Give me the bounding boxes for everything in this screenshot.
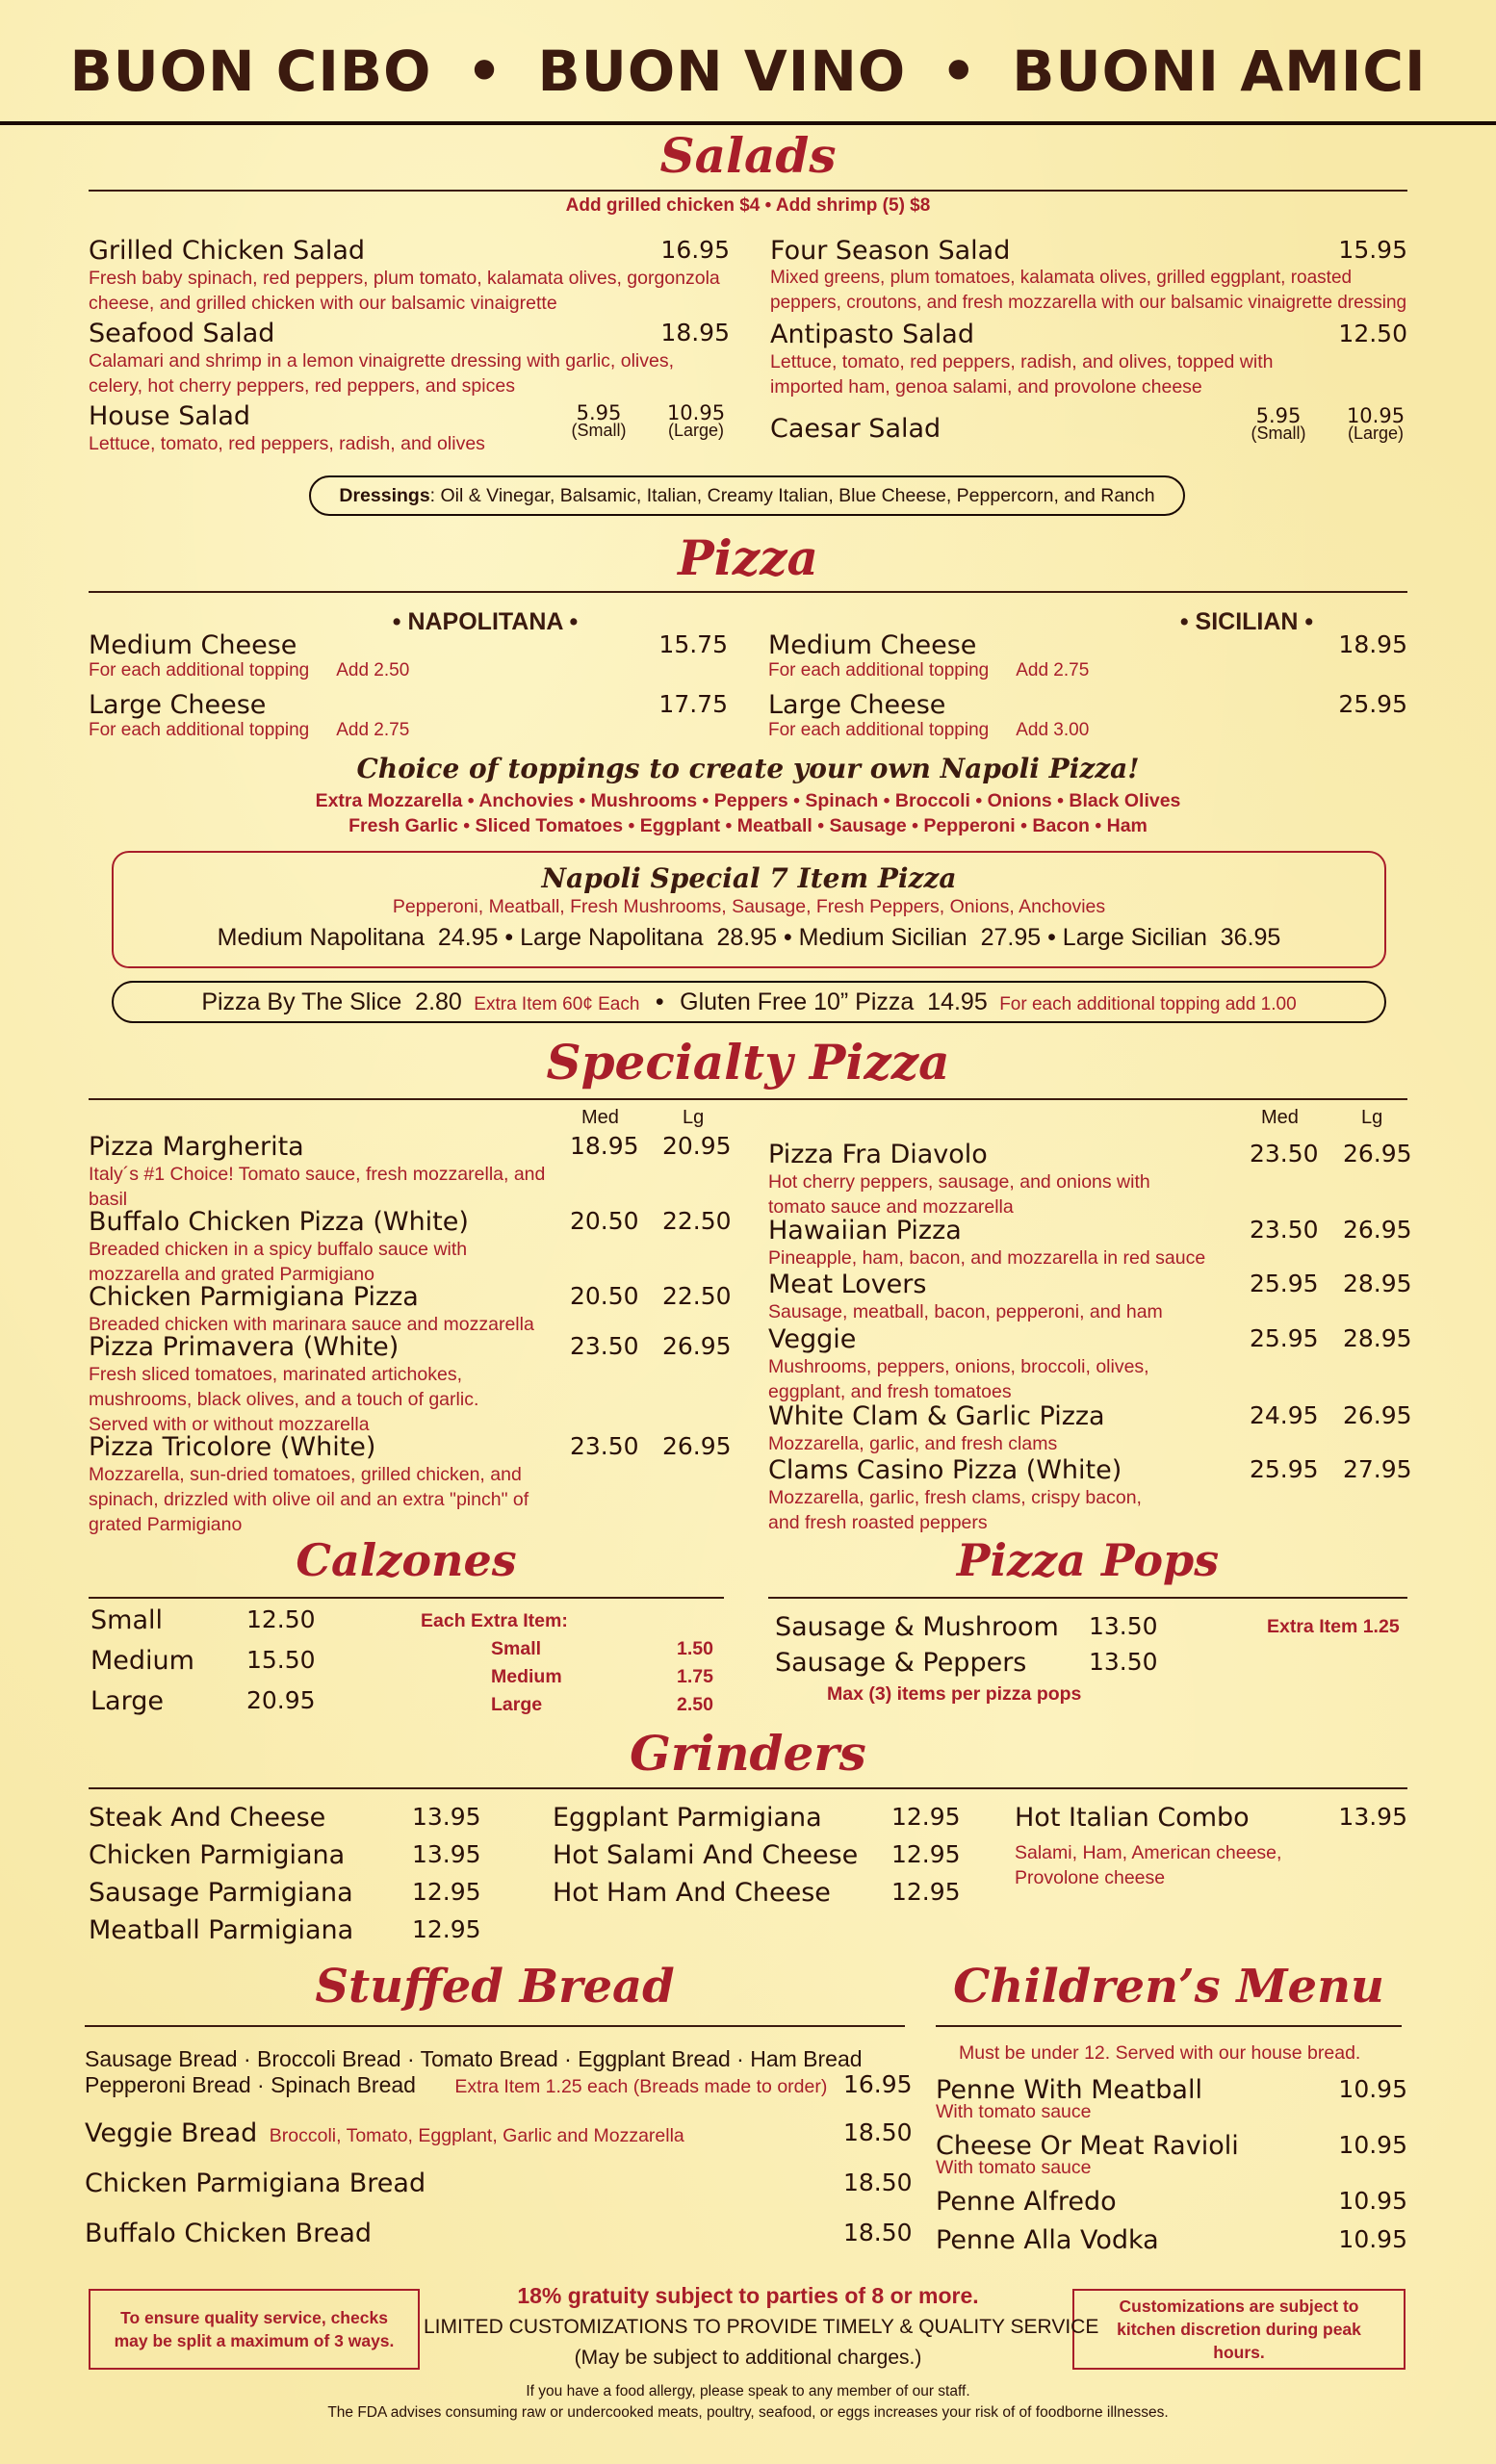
item-price: 10.95: [1338, 2225, 1407, 2253]
menu-item: [936, 2187, 1407, 2225]
extra-size: Large: [491, 1694, 543, 1715]
menu-item: [85, 2169, 913, 2219]
item-name: Hot Ham And Cheese: [553, 1878, 831, 1908]
item-name: Clams Casino Pizza (White): [768, 1455, 1122, 1485]
item-price: 13.95: [412, 1840, 481, 1868]
specialty-rule: [89, 1098, 1407, 1100]
stuffed-bread-list: [85, 2046, 913, 2269]
item-description: Mozzarella, garlic, and fresh clams: [768, 1433, 1058, 1454]
grinders-title: Grinders: [630, 1725, 866, 1782]
item-price: 18.95: [660, 319, 730, 346]
banner-word-2: BUON VINO: [537, 38, 907, 104]
topping-note: For each additional topping: [89, 660, 310, 680]
childrens-note: Must be under 12. Served with our house bread.: [959, 2042, 1361, 2064]
lg-header: Lg: [683, 1107, 705, 1128]
menu-item: [553, 1878, 961, 1915]
extra-price: 2.50: [677, 1694, 713, 1715]
restaurant-banner: [0, 38, 1496, 104]
item-name: Large Cheese: [89, 690, 267, 720]
item-name: White Clam & Garlic Pizza: [768, 1401, 1105, 1431]
pizza-pops-title: Pizza Pops: [956, 1534, 1220, 1586]
extra-row: [421, 1666, 729, 1694]
item-price: 12.95: [412, 1915, 481, 1943]
menu-item: [85, 2118, 913, 2169]
extra-size: Medium: [491, 1666, 562, 1687]
med-header: Med: [581, 1107, 619, 1128]
size-label: (Small): [1251, 424, 1306, 443]
item-description: Hot cherry peppers, sausage, and onions with tomato sauce and mozzarella: [768, 1171, 1150, 1218]
menu-item: [770, 320, 1407, 410]
menu-item: [89, 1803, 481, 1840]
item-description: Salami, Ham, American cheese, Provolone cheese: [1015, 1842, 1282, 1888]
pops-extra: Extra Item 1.25: [1267, 1616, 1400, 1637]
item-price: 15.95: [1338, 236, 1407, 264]
bread-list-line-1: Sausage Bread · Broccoli Bread · Tomato Bread · Eggplant Bread · Ham Bread: [85, 2046, 863, 2071]
lg-price: 28.95: [1343, 1270, 1412, 1297]
menu-item: [89, 1432, 732, 1535]
special-prices: Medium Napolitana 24.95 • Large Napolitana 28.95 • Medium Sicilian 27.95 • Large Sicilian 36.95: [217, 924, 1281, 951]
pizza-pops-list: [775, 1612, 1410, 1706]
menu-item: [553, 1803, 961, 1840]
toppings-line-1: Extra Mozzarella • Anchovies • Mushrooms • Peppers • Spinach • Broccoli • Onions • Black Olives: [315, 790, 1181, 811]
menu-item: [770, 236, 1407, 320]
grinders-column-2: [553, 1803, 961, 1915]
item-description: With tomato sauce: [936, 2157, 1092, 2178]
bread-list-line-2-row: [85, 2070, 913, 2118]
large-price: [1332, 404, 1419, 444]
lg-price: 22.50: [662, 1282, 732, 1310]
item-name: Veggie Bread: [85, 2118, 258, 2148]
item-name: Sausage & Mushroom: [775, 1612, 1059, 1642]
price-value: 5.95: [1255, 404, 1302, 427]
lg-price: 28.95: [1343, 1324, 1412, 1352]
item-description: Breaded chicken with marinara sauce and mozzarella: [89, 1314, 534, 1335]
item-name: Medium Cheese: [89, 630, 297, 660]
item-name: Buffalo Chicken Bread: [85, 2219, 373, 2248]
topping-note: For each additional topping: [768, 720, 990, 740]
size-row: [90, 1605, 322, 1646]
item-name: Large Cheese: [768, 690, 946, 720]
menu-item: [89, 236, 730, 319]
item-price: 18.50: [843, 2219, 913, 2246]
item-name: Grilled Chicken Salad: [89, 236, 366, 266]
item-name: Veggie: [768, 1324, 857, 1354]
item-name: Chicken Parmigiana Pizza: [89, 1282, 419, 1312]
med-price: 25.95: [1250, 1324, 1319, 1352]
stuffed-bread-rule: [85, 2025, 905, 2027]
banner-word-1: BUON CIBO: [69, 38, 432, 104]
item-description: With tomato sauce: [936, 2101, 1092, 2122]
price-value: 10.95: [666, 401, 726, 424]
menu-item: [89, 319, 730, 401]
large-price: [653, 401, 739, 441]
lg-price: 26.95: [1343, 1216, 1412, 1244]
item-price: 13.50: [1089, 1648, 1158, 1676]
menu-item: [768, 1324, 1412, 1402]
customizations-box: Customizations are subject to kitchen discretion during peak hours.: [1072, 2289, 1406, 2370]
item-price: 12.95: [891, 1878, 961, 1906]
calzones-title: Calzones: [296, 1534, 517, 1586]
salads-left-column: [89, 236, 730, 459]
med-price: 23.50: [570, 1332, 639, 1360]
size-row: [90, 1686, 322, 1727]
menu-item: [770, 404, 1407, 458]
extra-price: 1.50: [677, 1638, 713, 1659]
toppings-title: Choice of toppings to create your own Napoli Pizza!: [356, 753, 1140, 784]
menu-item: [1015, 1803, 1407, 1840]
specialty-right-column: [768, 1107, 1412, 1533]
gratuity-note: 18% gratuity subject to parties of 8 or more.: [517, 2283, 979, 2308]
med-price: 20.50: [570, 1282, 639, 1310]
menu-item: [936, 2131, 1407, 2187]
size-label: (Large): [667, 421, 725, 440]
item-description: Mozzarella, garlic, fresh clams, crispy bacon, and fresh roasted peppers: [768, 1487, 1142, 1533]
calzones-rule: [89, 1597, 724, 1599]
salads-title: Salads: [659, 127, 837, 184]
item-name: Caesar Salad: [770, 414, 941, 444]
item-price: 18.50: [843, 2118, 913, 2146]
item-name: Four Season Salad: [770, 236, 1011, 266]
item-description: Mixed greens, plum tomatoes, kalamata olives, grilled eggplant, roasted peppers, croutons, and fresh mozzarella with our balsamic vinaigrette dressing: [770, 268, 1407, 313]
item-price: 12.50: [1338, 320, 1407, 347]
salads-addons: Add grilled chicken $4 • Add shrimp (5) $8: [565, 195, 931, 216]
item-description: Breaded chicken in a spicy buffalo sauce with mozzarella and grated Parmigiano: [89, 1239, 468, 1285]
topping-note: For each additional topping: [89, 720, 310, 740]
menu-item: [85, 2219, 913, 2269]
item-description: Broccoli, Tomato, Eggplant, Garlic and Mozzarella: [269, 2125, 684, 2146]
price-value: 10.95: [1346, 404, 1406, 427]
item-name: Pizza Fra Diavolo: [768, 1140, 988, 1169]
size-name: Large: [90, 1686, 164, 1716]
childrens-menu-rule: [936, 2025, 1402, 2027]
menu-item: [768, 1216, 1412, 1270]
dressings-box: [309, 475, 1185, 516]
item-name: Sausage & Peppers: [775, 1648, 1027, 1678]
med-price: 18.95: [570, 1132, 639, 1160]
menu-item: [89, 690, 728, 750]
menu-item: [89, 1332, 732, 1435]
item-price: 12.95: [412, 1878, 481, 1906]
item-name: Hot Italian Combo: [1015, 1803, 1250, 1833]
item-name: Penne Alla Vodka: [936, 2225, 1159, 2255]
item-name: Pizza Margherita: [89, 1132, 304, 1162]
menu-item: [768, 1401, 1412, 1455]
menu-item: [936, 2075, 1407, 2131]
menu-item: [768, 1270, 1412, 1324]
lg-price: 27.95: [1343, 1455, 1412, 1483]
banner-separator: •: [941, 38, 978, 104]
item-name: Medium Cheese: [768, 630, 977, 660]
extra-price: 1.75: [677, 1666, 713, 1687]
topping-note: For each additional topping: [768, 660, 990, 680]
menu-item: [89, 1878, 481, 1915]
menu-item: [775, 1648, 1410, 1683]
topping-price: Add 2.75: [1016, 660, 1090, 680]
sicilian-heading: • SICILIAN •: [1179, 608, 1314, 635]
item-price: 16.95: [660, 236, 730, 264]
lg-price: 26.95: [662, 1432, 732, 1460]
item-name: Buffalo Chicken Pizza (White): [89, 1207, 469, 1237]
item-price: 18.50: [843, 2169, 913, 2196]
pizza-title: Pizza: [678, 529, 818, 586]
column-headers: [89, 1107, 732, 1132]
item-name: Hot Salami And Cheese: [553, 1840, 859, 1870]
grinders-column-1: [89, 1803, 481, 1953]
item-description: Pineapple, ham, bacon, and mozzarella in red sauce: [768, 1247, 1206, 1269]
menu-item: [936, 2225, 1407, 2264]
napoli-special-box: [112, 851, 1386, 968]
med-price: 25.95: [1250, 1270, 1319, 1297]
item-description: Italy´s #1 Choice! Tomato sauce, fresh mozzarella, and basil: [89, 1164, 546, 1210]
allergy-notice: If you have a food allergy, please speak to any member of our staff.: [526, 2383, 970, 2400]
menu-item: [768, 1455, 1412, 1533]
dressings-label: Dressings: [339, 485, 430, 506]
item-price: 10.95: [1338, 2187, 1407, 2215]
gluten-free-price: Gluten Free 10” Pizza 14.95: [680, 988, 988, 1015]
slice-box: [112, 981, 1386, 1023]
item-description: Fresh baby spinach, red peppers, plum tomato, kalamata olives, gorgonzola cheese, and grilled chicken with our balsamic vinaigrette: [89, 268, 720, 314]
med-price: 23.50: [570, 1432, 639, 1460]
price-value: 5.95: [576, 401, 622, 424]
banner-separator: •: [466, 38, 503, 104]
stuffed-bread-title: Stuffed Bread: [315, 1960, 675, 2014]
item-description: Mozzarella, sun-dried tomatoes, grilled chicken, and spinach, drizzled with olive oil and an extra "pinch" of grated Parmigiano: [89, 1464, 529, 1535]
menu-item: [768, 1140, 1412, 1218]
menu-item: [768, 690, 1407, 750]
calzone-extras: [421, 1610, 729, 1722]
item-name: Meatball Parmigiana: [89, 1915, 354, 1945]
size-row: [90, 1646, 322, 1686]
salads-right-column: [770, 236, 1407, 458]
banner-divider: [0, 121, 1496, 125]
dressings-list: : Oil & Vinegar, Balsamic, Italian, Creamy Italian, Blue Cheese, Peppercorn, and Ranch: [429, 485, 1155, 506]
bread-price: 16.95: [843, 2070, 913, 2098]
toppings-line-2: Fresh Garlic • Sliced Tomatoes • Eggplant • Meatball • Sausage • Pepperoni • Bacon • Ham: [348, 815, 1148, 836]
calzone-sizes: [90, 1605, 322, 1727]
customization-notice: LIMITED CUSTOMIZATIONS TO PROVIDE TIMELY & QUALITY SERVICE: [424, 2316, 1099, 2338]
size-label: (Large): [1347, 424, 1405, 443]
size-price: 20.95: [246, 1686, 316, 1714]
item-name: Eggplant Parmigiana: [553, 1803, 822, 1833]
item-name: Cheese Or Meat Ravioli: [936, 2131, 1239, 2161]
item-description: Calamari and shrimp in a lemon vinaigrette dressing with garlic, olives, celery, hot cherry peppers, red peppers, and spices: [89, 350, 675, 397]
lg-price: 26.95: [1343, 1401, 1412, 1429]
banner-word-3: BUONI AMICI: [1012, 38, 1427, 104]
med-header: Med: [1261, 1107, 1299, 1128]
item-name: Chicken Parmigiana Bread: [85, 2169, 426, 2198]
item-price: 13.95: [412, 1803, 481, 1831]
med-price: 24.95: [1250, 1401, 1319, 1429]
gluten-free-extra: For each additional topping add 1.00: [999, 994, 1297, 1014]
menu-item: [89, 1282, 732, 1335]
childrens-menu-list: [936, 2075, 1407, 2264]
pizza-pops-rule: [768, 1597, 1407, 1599]
lg-price: 26.95: [662, 1332, 732, 1360]
med-price: 23.50: [1250, 1216, 1319, 1244]
item-name: Chicken Parmigiana: [89, 1840, 346, 1870]
item-price: 12.95: [891, 1840, 961, 1868]
item-price: 10.95: [1338, 2075, 1407, 2103]
item-description: Fresh sliced tomatoes, marinated artichokes, mushrooms, black olives, and a touch of garlic. Served with or without mozzarella: [89, 1364, 479, 1435]
item-price: 13.95: [1338, 1803, 1407, 1831]
item-price: 17.75: [658, 690, 728, 718]
item-description: Lettuce, tomato, red peppers, radish, and olives, topped with imported ham, genoa salami, and provolone cheese: [770, 351, 1274, 398]
napolitana-heading: • NAPOLITANA •: [392, 608, 579, 635]
split-checks-box: To ensure quality service, checks may be split a maximum of 3 ways.: [89, 2289, 420, 2370]
size-label: (Small): [571, 421, 627, 440]
item-price: 15.75: [658, 630, 728, 658]
extras-title: Each Extra Item:: [421, 1610, 568, 1631]
topping-price: Add 2.75: [336, 720, 410, 740]
item-name: Pizza Tricolore (White): [89, 1432, 376, 1462]
lg-header: Lg: [1361, 1107, 1383, 1128]
menu-item: [89, 630, 728, 690]
item-name: Hawaiian Pizza: [768, 1216, 962, 1245]
sicilian-column: [768, 608, 1407, 750]
specialty-title: Specialty Pizza: [546, 1034, 950, 1091]
size-price: 12.50: [246, 1605, 316, 1633]
size-price: 15.50: [246, 1646, 316, 1674]
lg-price: 20.95: [662, 1132, 732, 1160]
item-description: Mushrooms, peppers, onions, broccoli, olives, eggplant, and fresh tomatoes: [768, 1356, 1149, 1402]
extra-size: Small: [491, 1638, 542, 1659]
menu-item: [89, 1915, 481, 1953]
napolitana-column: [89, 608, 728, 750]
specialty-left-column: [89, 1107, 732, 1535]
childrens-menu-title: Children’s Menu: [953, 1960, 1384, 2014]
med-price: 23.50: [1250, 1140, 1319, 1168]
item-description: Lettuce, tomato, red peppers, radish, and olives: [89, 433, 485, 454]
item-price: 13.50: [1089, 1612, 1158, 1640]
bread-list-line-2: Pepperoni Bread · Spinach Bread: [85, 2072, 416, 2097]
slice-extra: Extra Item 60¢ Each: [474, 994, 640, 1014]
small-price: [551, 401, 647, 441]
item-price: 25.95: [1338, 690, 1407, 718]
menu-item: [775, 1612, 1410, 1648]
slice-separator: •: [655, 988, 664, 1015]
item-name: Penne With Meatball: [936, 2075, 1202, 2105]
topping-price: Add 2.50: [336, 660, 410, 680]
item-name: Sausage Parmigiana: [89, 1878, 353, 1908]
extra-row: [421, 1694, 729, 1722]
item-name: Antipasto Salad: [770, 320, 974, 349]
special-title: Napoli Special 7 Item Pizza: [541, 862, 957, 894]
fda-notice: The FDA advises consuming raw or undercooked meats, poultry, seafood, or eggs increases your risk of of foodborne illnesses.: [327, 2404, 1169, 2421]
slice-price: Pizza By The Slice 2.80: [201, 988, 462, 1015]
item-name: Pizza Primavera (White): [89, 1332, 400, 1362]
grinders-rule: [89, 1787, 1407, 1789]
pizza-rule: [89, 591, 1407, 593]
size-name: Medium: [90, 1646, 194, 1676]
special-description: Pepperoni, Meatball, Fresh Mushrooms, Sausage, Fresh Peppers, Onions, Anchovies: [392, 896, 1106, 917]
menu-item: [89, 401, 730, 459]
grinders-combo: [1015, 1803, 1407, 1890]
item-price: 10.95: [1338, 2131, 1407, 2159]
menu-item: [89, 1132, 732, 1210]
salads-rule: [89, 190, 1407, 192]
lg-price: 26.95: [1343, 1140, 1412, 1168]
med-price: 25.95: [1250, 1455, 1319, 1483]
item-price: 12.95: [891, 1803, 961, 1831]
item-description: Sausage, meatball, bacon, pepperoni, and ham: [768, 1301, 1163, 1322]
item-name: Seafood Salad: [89, 319, 275, 348]
small-price: [1230, 404, 1327, 444]
item-price: 18.95: [1338, 630, 1407, 658]
charges-notice: (May be subject to additional charges.): [574, 2347, 922, 2369]
menu-item: [553, 1840, 961, 1878]
topping-price: Add 3.00: [1016, 720, 1090, 740]
menu-item: [89, 1840, 481, 1878]
size-name: Small: [90, 1605, 163, 1635]
item-name: Meat Lovers: [768, 1270, 927, 1299]
item-name: Penne Alfredo: [936, 2187, 1117, 2217]
column-headers: [768, 1107, 1407, 1140]
item-name: Steak And Cheese: [89, 1803, 326, 1833]
menu-item: [768, 630, 1407, 690]
extra-row: [421, 1638, 729, 1666]
menu-item: [89, 1207, 732, 1285]
item-name: House Salad: [89, 401, 251, 431]
bread-extra-note: Extra Item 1.25 each (Breads made to order): [454, 2076, 828, 2097]
med-price: 20.50: [570, 1207, 639, 1235]
lg-price: 22.50: [662, 1207, 732, 1235]
pops-max-note: Max (3) items per pizza pops: [827, 1683, 1082, 1705]
